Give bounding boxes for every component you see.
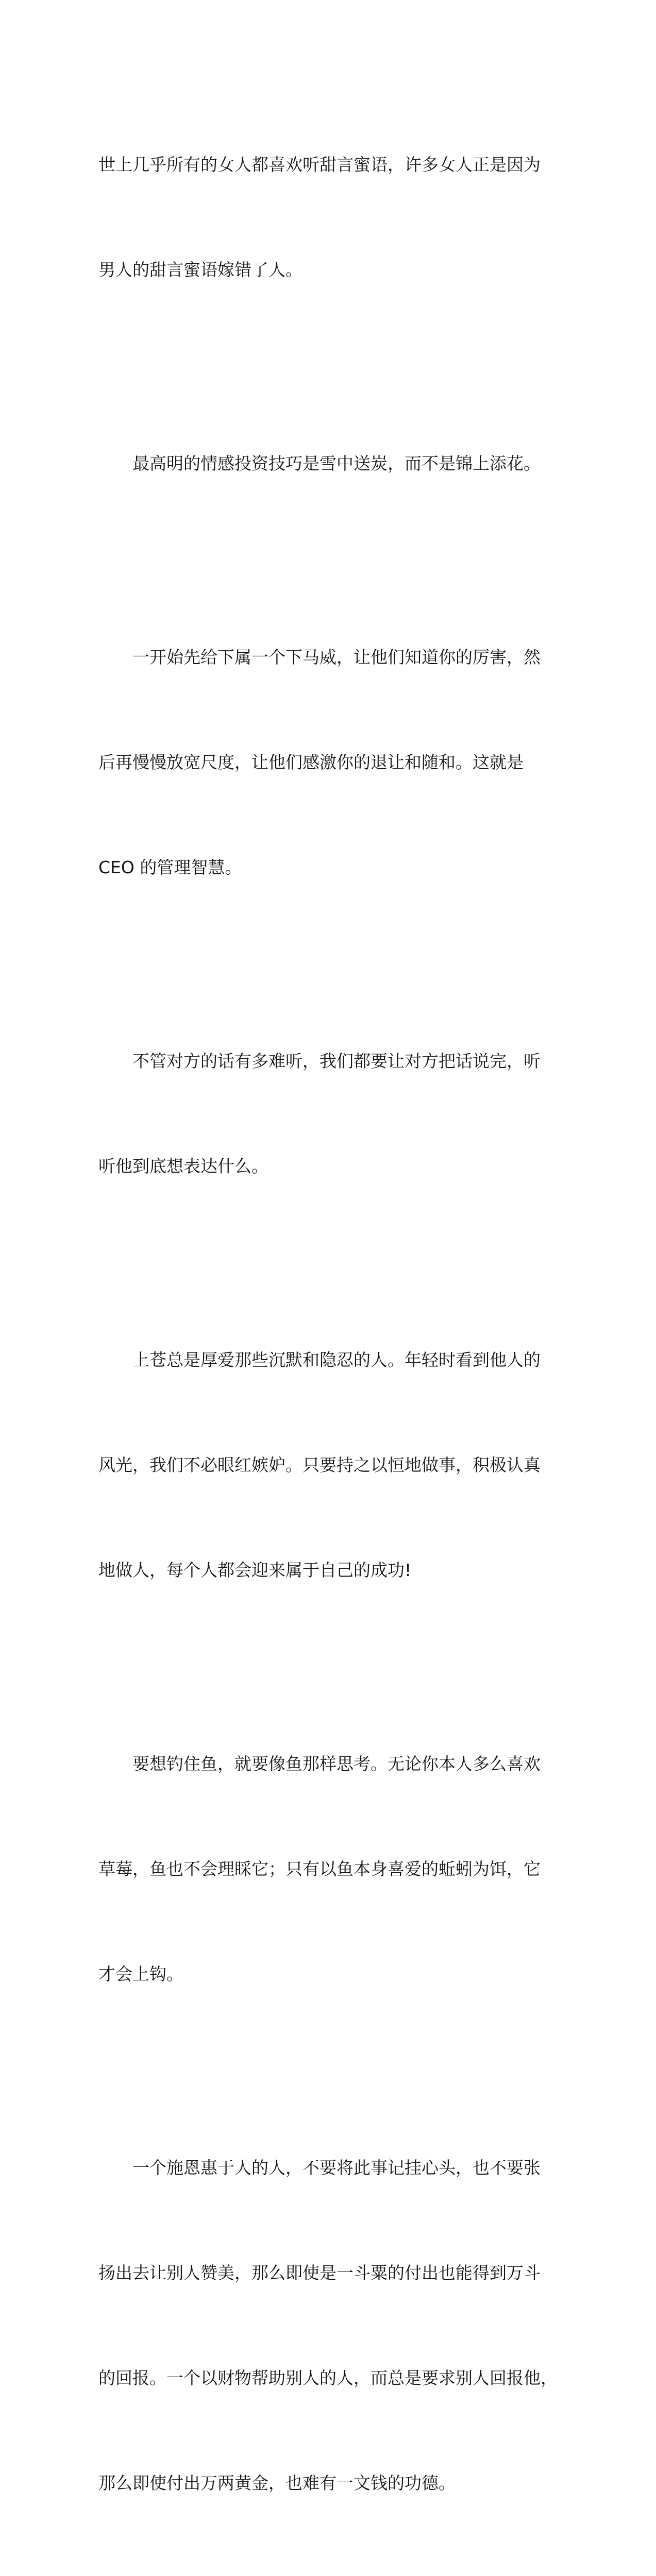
paragraph-line: 不管对方的话有多难听，我们都要让对方把话说完，听	[132, 1051, 541, 1071]
document-page	[98, 77, 558, 2576]
paragraph-7	[98, 2080, 558, 2571]
paragraph-line: 听他到底想表达什么。	[98, 1156, 268, 1176]
paragraph-line: 扬出去让别人赞美，那么即使是一斗粟的付出也能得到万斗	[98, 2263, 541, 2283]
paragraph-line: 世上几乎所有的女人都喜欢听甜言蜜语，许多女人正是因为	[98, 155, 541, 175]
paragraph-line: CEO 的管理智慧。	[98, 857, 242, 877]
paragraph-line: 一开始先给下属一个下马威，让他们知道你的厉害，然	[132, 647, 541, 667]
paragraph-line: 才会上钩。	[98, 1964, 183, 1984]
paragraph-6	[98, 1676, 558, 2062]
paragraph-line: 后再慢慢放宽尺度，让他们感激你的退让和随和。这就是	[98, 752, 524, 772]
paragraph-line: 要想钓住鱼，就要像鱼那样思考。无论你本人多么喜欢	[132, 1754, 541, 1774]
paragraph-1	[98, 77, 558, 358]
paragraph-line: 的回报。一个以财物帮助别人的人，而总是要求别人回报他，	[98, 2368, 558, 2388]
paragraph-line: 最高明的情感投资技巧是雪中送炭，而不是锦上添花。	[132, 453, 541, 473]
paragraph-2	[98, 376, 558, 551]
paragraph-line: 草莓，鱼也不会理睬它；只有以鱼本身喜爱的蚯蚓为饵，它	[98, 1859, 541, 1879]
paragraph-line: 风光，我们不必眼红嫉妒。只要持之以恒地做事，积极认真	[98, 1455, 541, 1475]
paragraph-4	[98, 974, 558, 1254]
paragraph-3	[98, 570, 558, 955]
paragraph-line: 一个施恩惠于人的人，不要将此事记挂心头，也不要张	[132, 2158, 541, 2178]
paragraph-line: 上苍总是厚爱那些沉默和隐忍的人。年轻时看到他人的	[132, 1350, 541, 1370]
paragraph-line: 那么即使付出万两黄金，也难有一文钱的功德。	[98, 2473, 456, 2493]
paragraph-5	[98, 1273, 558, 1658]
paragraph-line: 地做人，每个人都会迎来属于自己的成功!	[98, 1560, 412, 1580]
paragraph-line: 男人的甜言蜜语嫁错了人。	[98, 260, 302, 280]
